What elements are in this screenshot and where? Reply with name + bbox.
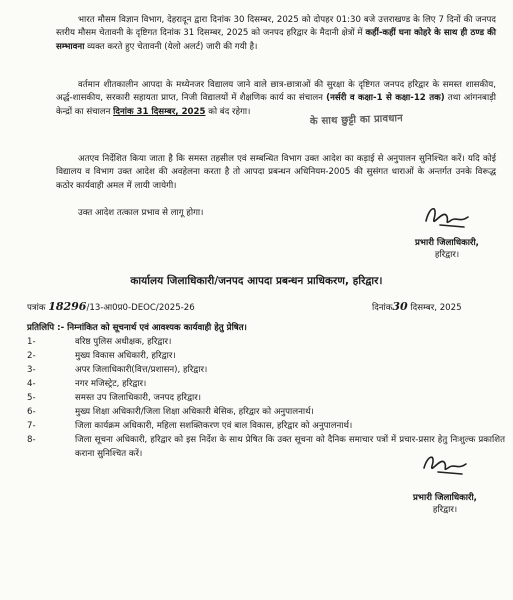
office-heading: कार्यालय जिलाधिकारी/जनपद आपदा प्रबन्धन प्राधिकरण, हरिद्वार। (130, 275, 383, 287)
handwritten-ref-number: 18296 (48, 300, 87, 313)
paragraph-compliance-directive: अतएव निर्देशित किया जाता है कि समस्त तहसील एवं सम्बन्धित विभाग उक्त आदेश का कड़ाई से अनुपालन सुनिश्चित करें। यदि कोई विद्यालय व विभाग उक्त आदेश की अवहेलना करता है तो आपदा प्रबन्धन अधिनियम-2005 की सुसंगत धाराओं के अन्तर्गत उनके विरूद्ध कठोर कार्यवाही अमल में लायी जायेगी। (56, 154, 496, 191)
paragraph-weather-warning: भारत मौसम विज्ञान विभाग, देहरादून द्वारा दिनांक 30 दिसम्बर, 2025 को दोपहर 01:30 बजे उत्तराखण्ड के लिए 7 दिनों की जनपद स्तरीय मौसम चेतावनी के दृष्टिगत दिनांक 31 दिसम्बर, 2025 को जनपद हरिद्वार के मैदानी क्षेत्रों में कहीं-कहीं घना कोहरे के साथ ही ठण्ड की सम्भावना व्यक्त करते हुए चेतावनी (येलो अलर्ट) जारी की गयी है। (56, 15, 496, 52)
reference-date: दिनांक30 दिसम्बर, 2025 (372, 300, 462, 313)
list-item: 1- वरिष्ठ पुलिस अधीक्षक, हरिद्वार। (27, 337, 172, 347)
copy-to-heading: प्रतिलिपि :- निम्नांकित को सूचनार्थ एवं आवश्यक कार्यवाही हेतु प्रेषित। (27, 323, 247, 333)
reference-number: पत्रांक 18296/13-आ0प्र0-DEOC/2025-26 (27, 300, 195, 313)
list-item: 8- जिला सूचना अधिकारी, हरिद्वार को इस निर्देश के साथ प्रेषित कि उक्त सूचना को दैनिक समाचार पत्रों में प्रचार-प्रसार हेतु निःशुल्क प्रकाशित कराना सुनिश्चित करें। (27, 435, 505, 459)
list-item: 3- अपर जिलाधिकारी(वित्त/प्रशासन), हरिद्वार। (27, 365, 208, 375)
list-item: 7- जिला कार्यक्रम अधिकारी, महिला सशक्तिकरण एवं बाल विकास, हरिद्वार को अनुपालनार्थ। (27, 421, 353, 431)
signature-block-1: प्रभारी जिलाधिकारी, हरिद्वार। (415, 238, 479, 260)
list-item: 6- मुख्य शिक्षा अधिकारी/जिला शिक्षा अधिकारी बेसिक, हरिद्वार को अनुपालनार्थ। (27, 407, 314, 417)
signature-scribble-2 (418, 450, 474, 480)
fog-cold-warning-bold: कहीं-कहीं घना कोहरे के साथ ही ठण्ड की सम्भावना (56, 28, 496, 52)
signature-scribble-1 (420, 201, 476, 233)
paragraph-effective-immediately: उक्त आदेश तत्काल प्रभाव से लागू होगा। (78, 208, 204, 218)
list-item: 5- समस्त उप जिलाधिकारी, जनपद हरिद्वार। (27, 393, 202, 403)
copy-recipient-list (27, 335, 505, 461)
list-item: 4- नगर मजिस्ट्रेट, हरिद्वार। (27, 379, 147, 389)
paragraph-school-closure: वर्तमान शीतकालीन आपदा के मध्येनजर विद्यालय जाने वाले छात्र-छात्राओं की सुरक्षा के दृष्टिगत जनपद हरिद्वार के समस्त शासकीय, अर्द्ध-शासकीय, सरकारी सहायता प्राप्त, निजी विद्यालयों में शैक्षणिक कार्य का संचालन (नर्सरी व कक्षा-1 से कक्षा-12 तक) तथा आंगनबाड़ी केन्द्रों का संचालन दिनांक 31 दिसम्बर, 2025 को बंद रहेगा। (56, 80, 497, 117)
overlay-stamp-text: के साथ छुट्टी का प्रावधान (309, 113, 404, 128)
class-range-bold: (नर्सरी व कक्षा-1 से कक्षा-12 तक) (326, 93, 445, 104)
handwritten-date: 30 (392, 300, 408, 313)
signature-block-2: प्रभारी जिलाधिकारी, हरिद्वार। (413, 493, 477, 515)
list-item: 2- मुख्य विकास अधिकारी, हरिद्वार। (27, 351, 176, 361)
closure-date-bold: दिनांक 31 दिसम्बर, 2025 (113, 106, 206, 117)
